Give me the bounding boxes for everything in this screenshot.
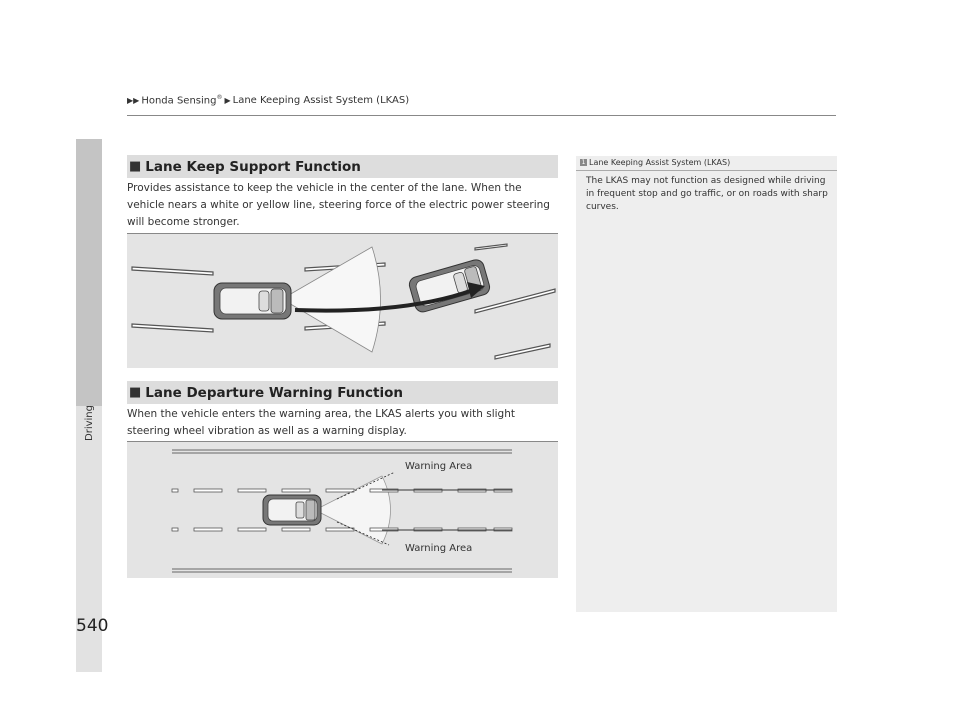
section-header-lane-keep-support bbox=[127, 155, 558, 178]
side-tab-label: Driving bbox=[84, 405, 95, 441]
section-body-text: Provides assistance to keep the vehicle in the center of the lane. When the vehicle nears a white or yellow line, steering force of the electric power steering will become stronger. bbox=[127, 182, 550, 228]
car-icon bbox=[263, 495, 321, 525]
side-tab-active[interactable] bbox=[76, 139, 102, 406]
header-rule bbox=[127, 115, 836, 116]
section-header-lane-departure-warning bbox=[127, 381, 558, 404]
warning-area-cone bbox=[315, 476, 391, 544]
breadcrumb-arrow-icon: ▶▶ bbox=[127, 95, 140, 105]
section-title: Lane Keep Support Function bbox=[145, 158, 361, 175]
lane-keep-support-svg bbox=[127, 234, 558, 368]
breadcrumb-arrow-icon: ▶ bbox=[224, 95, 231, 105]
lane-departure-warning-illustration bbox=[127, 441, 558, 578]
lane-line bbox=[132, 267, 213, 275]
registered-mark: ® bbox=[216, 94, 223, 101]
car-icon bbox=[214, 283, 291, 319]
warning-area-label-bottom: Warning Area bbox=[405, 543, 473, 554]
lane-line bbox=[132, 324, 213, 332]
lane-departure-warning-svg bbox=[127, 442, 558, 578]
section-body-text: When the vehicle enters the warning area, the LKAS alerts you with slight steering wheel vibration as well as a warning display. bbox=[127, 408, 515, 437]
section-title: Lane Departure Warning Function bbox=[145, 384, 403, 401]
lane-keep-support-illustration bbox=[127, 233, 558, 368]
breadcrumb-item-honda-sensing[interactable]: Honda Sensing® bbox=[141, 94, 223, 107]
section-marker-icon: ■ bbox=[129, 159, 142, 174]
page-number: 540 bbox=[76, 616, 109, 636]
note-reference-icon: 1 bbox=[581, 159, 586, 166]
lane-line bbox=[475, 244, 507, 250]
note-title-text: Lane Keeping Assist System (LKAS) bbox=[589, 158, 731, 167]
section-marker-icon: ■ bbox=[129, 385, 142, 400]
breadcrumb-item-lkas[interactable]: Lane Keeping Assist System (LKAS) bbox=[232, 94, 410, 106]
side-note-box bbox=[576, 156, 837, 612]
camera-range-cone bbox=[282, 247, 381, 352]
note-rule bbox=[576, 170, 837, 171]
lane-line bbox=[495, 344, 550, 359]
note-title[interactable] bbox=[580, 158, 730, 167]
warning-area-label-top: Warning Area bbox=[405, 461, 473, 472]
note-text: The LKAS may not function as designed while driving in frequent stop and go traffic, or on roads with sharp curves. bbox=[586, 176, 828, 212]
breadcrumb bbox=[127, 94, 409, 106]
